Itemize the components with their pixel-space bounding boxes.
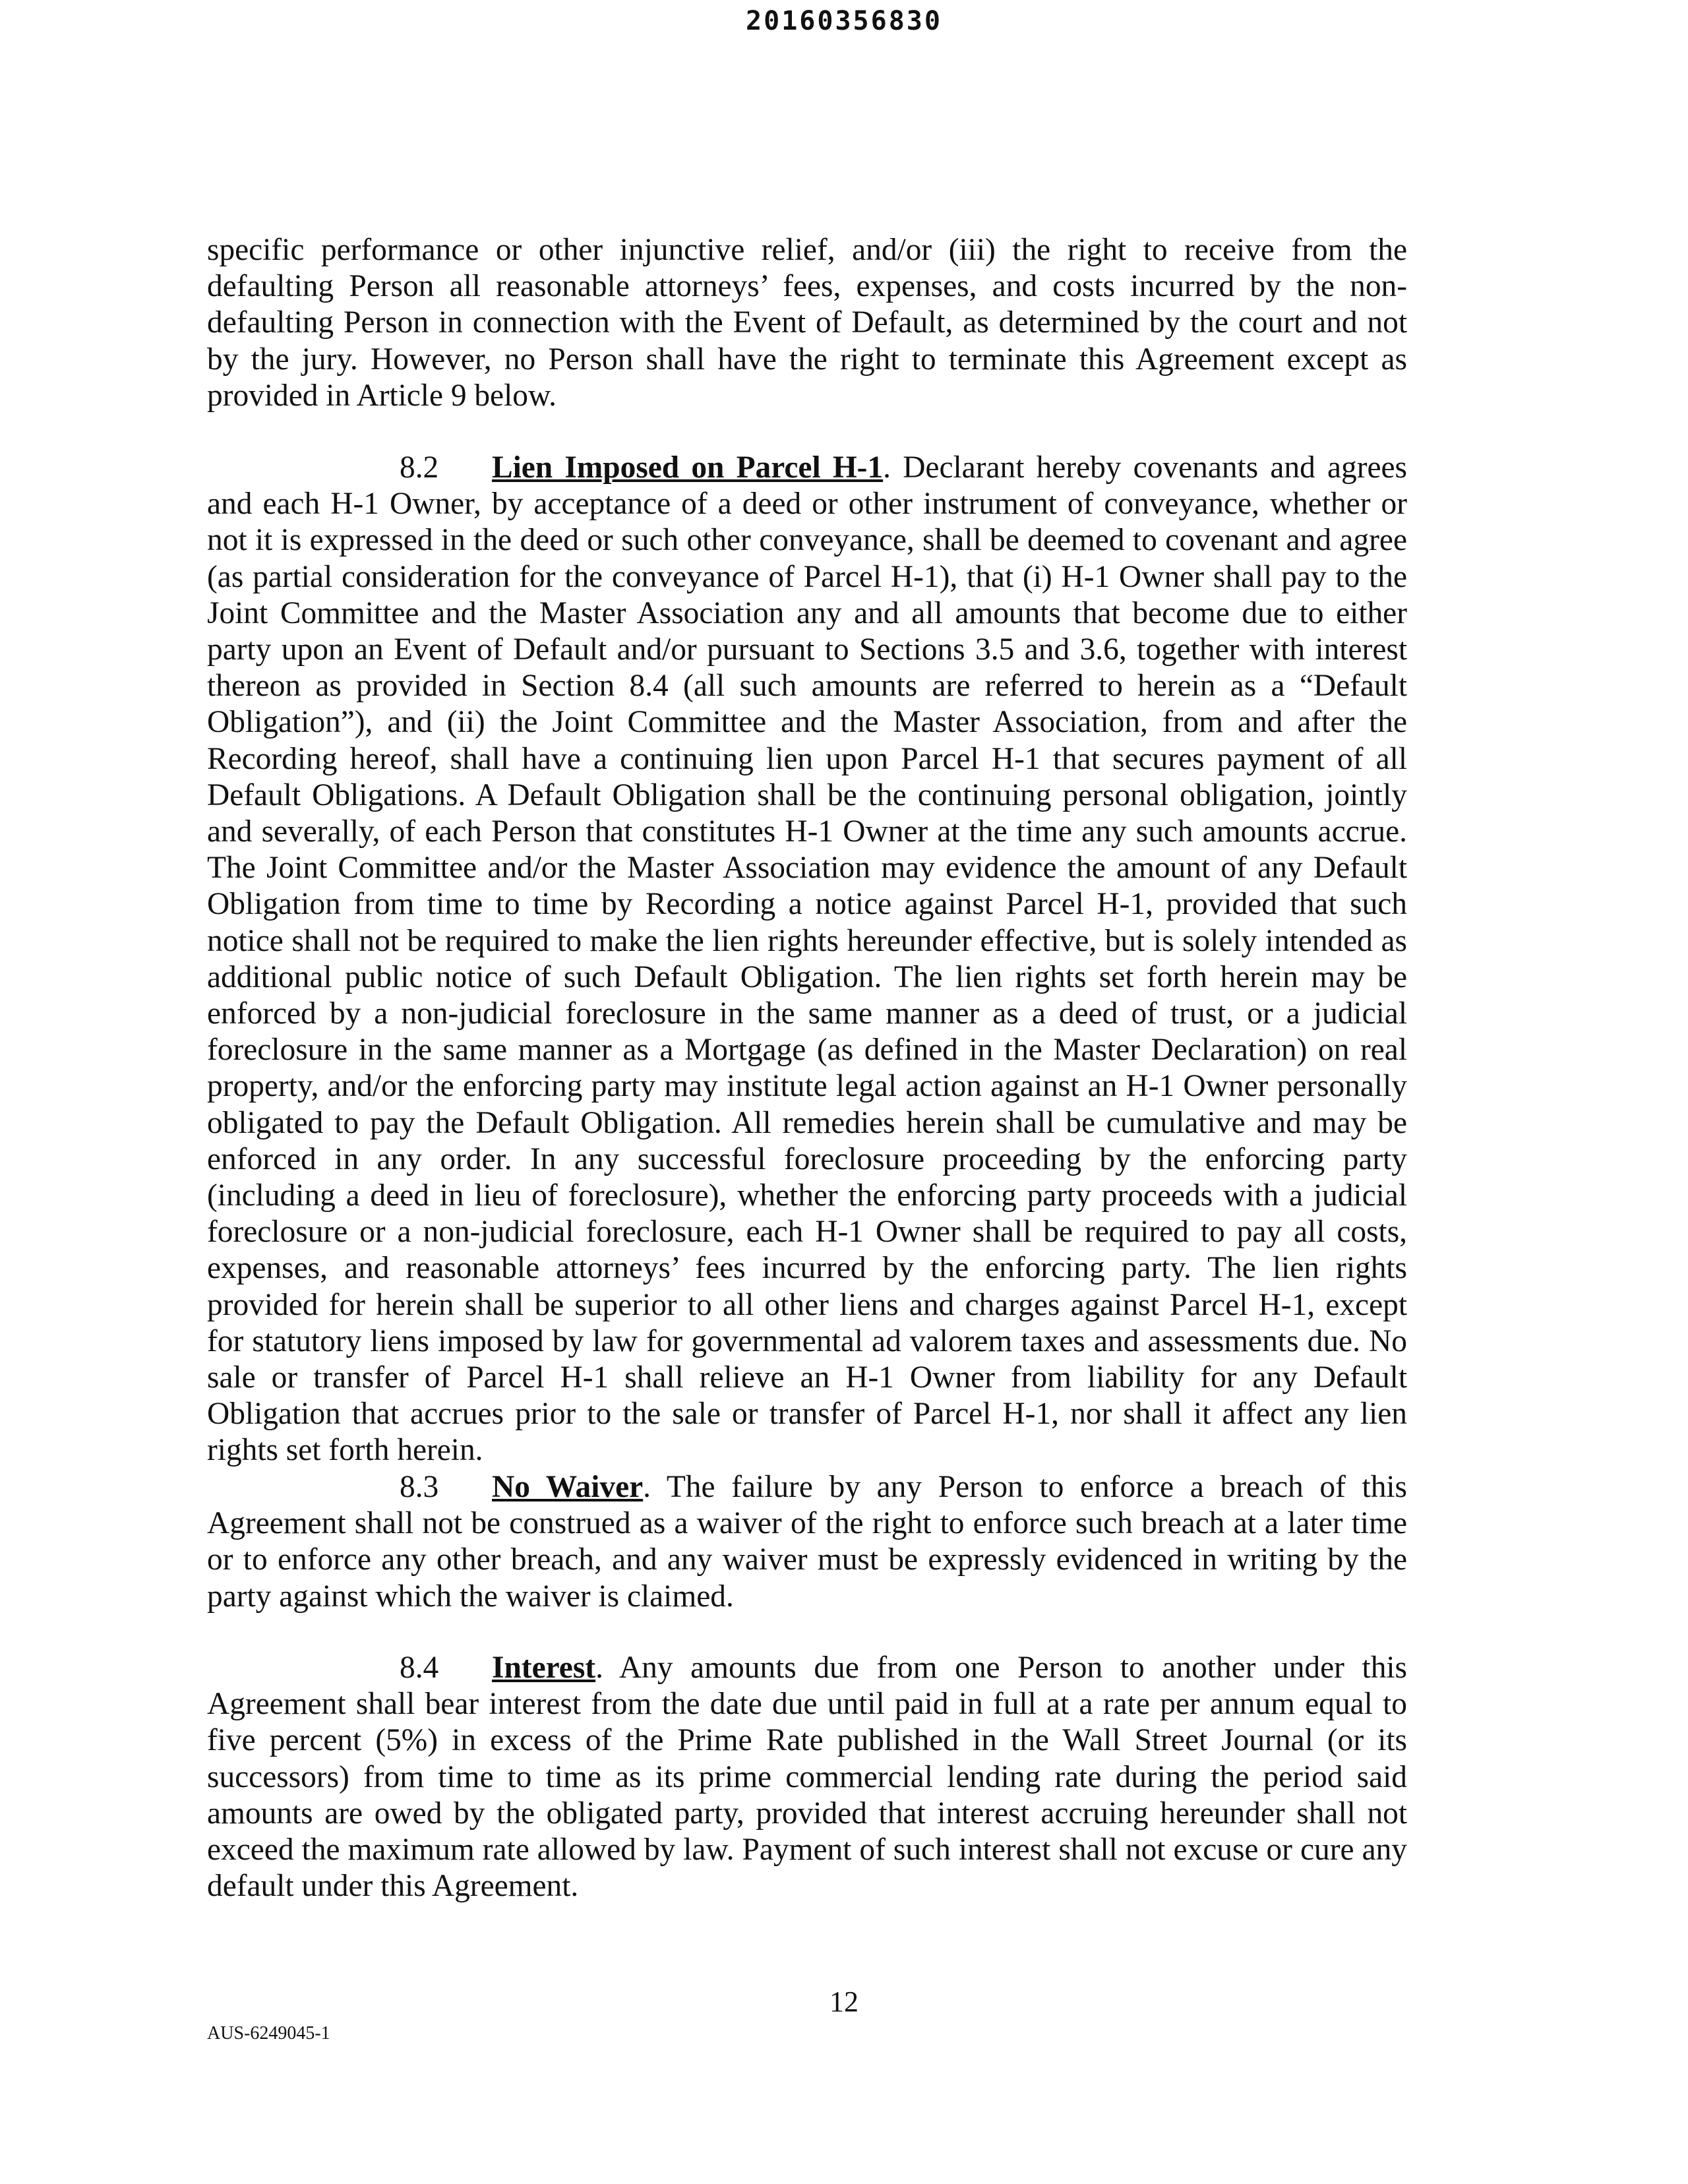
section-heading: Interest (492, 1651, 596, 1685)
section-text: . The failure by any Person to enforce a breach of this Agreement shall not be construed as a waiver of the right to enforce such breach at a later time or to enforce any other breach, and any waiver must be expressly evidenced in writing by the party against which the waiver is claimed. (207, 1470, 1408, 1614)
paragraph-text: specific performance or other injunctive relief, and/or (iii) the right to receive from the defaulting Person all reasonable attorneys’ fees, expenses, and costs incurred by the non-defaulting Person in connection with the Event of Default, as determined by the court and not by the jury. However, no Person shall have the right to terminate this Agreement except as provided in Article 9 below. (207, 233, 1407, 413)
document-code: AUS-6249045-1 (207, 2023, 330, 2044)
section-heading: No Waiver (492, 1470, 644, 1504)
section-number: 8.3 (400, 1470, 439, 1504)
section-number: 8.2 (400, 450, 439, 485)
section-heading: Lien Imposed on Parcel H-1 (492, 450, 884, 485)
paragraph-continuation (207, 232, 1407, 414)
section-number: 8.4 (400, 1651, 439, 1685)
document-number: 20160356830 (746, 6, 942, 36)
section-8-3 (207, 1469, 1407, 1615)
section-text: . Declarant hereby covenants and agrees and each H-1 Owner, by acceptance of a deed or other instrument of conveyance, whether or not it is expressed in the deed or such other conveyance, shall be deemed to covenant and agree (as partial consideration for the conveyance of Parcel H-1), that (i) H-1 Owner shall pay to the Joint Committee and the Master Association any and all amounts that become due to either party upon an Event of Default and/or pursuant to Sections 3.5 and 3.6, together with interest thereon as provided in Section 8.4 (all such amounts are referred to herein as a “Default Obligation”), and (ii) the Joint Committee and the Master Association, from and after the Recording hereof, shall have a continuing lien upon Parcel H-1 that secures payment of all Default Obligations. A Default Obligation shall be the continuing personal obligation, jointly and severally, of each Person that constitutes H-1 Owner at the time any such amounts accrue. The Joint Committee and/or the Master Association may evidence the amount of any Default Obligation from time to time by Recording a notice against Parcel H-1, provided that such notice shall not be required to make the lien rights hereunder effective, but is solely intended as additional public notice of such Default Obligation. The lien rights set forth herein may be enforced by a non-judicial foreclosure in the same manner as a deed of trust, or a judicial foreclosure in the same manner as a Mortgage (as defined in the Master Declaration) on real property, and/or the enforcing party may institute legal action against an H-1 Owner personally obligated to pay the Default Obligation. All remedies herein shall be cumulative and may be enforced in any order. In any successful foreclosure proceeding by the enforcing party (including a deed in lieu of foreclosure), whether the enforcing party proceeds with a judicial foreclosure or a non-judicial foreclosure, each H-1 Owner shall be required to pay all costs, expenses, and reasonable attorneys’ fees incurred by the enforcing party. The lien rights provided for herein shall be superior to all other liens and charges against Parcel H-1, except for statutory liens imposed by law for governmental ad valorem taxes and assessments due. No sale or transfer of Parcel H-1 shall relieve an H-1 Owner from liability for any Default Obligation that accrues prior to the sale or transfer of Parcel H-1, nor shall it affect any lien rights set forth herein. (207, 450, 1407, 1468)
section-text: . Any amounts due from one Person to another under this Agreement shall bear interest from the date due until paid in full at a rate per annum equal to five percent (5%) in excess of the Prime Rate published in the Wall Street Journal (or its successors) from time to time as its prime commercial lending rate during the period said amounts are owed by the obligated party, provided that interest accruing hereunder shall not exceed the maximum rate allowed by law. Payment of such interest shall not excuse or cure any default under this Agreement. (207, 1651, 1407, 1904)
section-8-2 (207, 450, 1407, 1469)
page-number: 12 (829, 1986, 859, 2018)
section-8-4 (207, 1650, 1407, 1904)
